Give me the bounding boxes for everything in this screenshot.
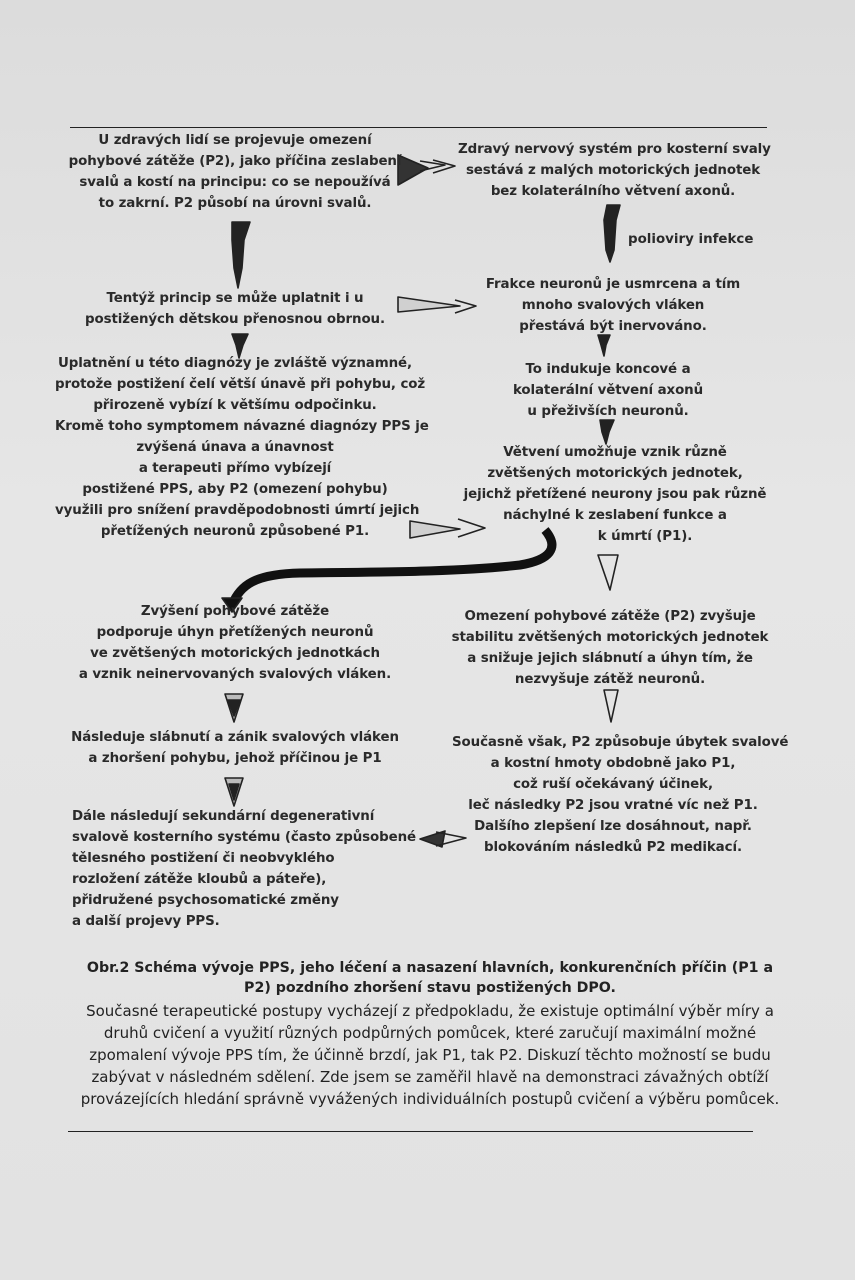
box-line: sestává z malých motorických jednotek — [465, 163, 761, 178]
paragraph-line: provázejících hledání správně vyvážených individuálních postupů cvičení a výběru pomůcek. — [80, 1090, 780, 1108]
box-line: kolaterální větvení axonů — [512, 383, 704, 398]
box-line: přetížených neuronů způsobené P1. — [100, 524, 370, 539]
box-line: přestává být inervováno. — [519, 319, 707, 334]
box-line: mnoho svalových vláken — [521, 298, 705, 313]
paragraph-line: druhů cvičení a využití různých podpůrných pomůcek, které zaručují maximální možné — [103, 1024, 757, 1042]
arrow-l1-down — [232, 222, 250, 288]
box-line: rozložení zátěže kloubů a páteře), — [72, 872, 327, 887]
box-line: a snižuje jejich slábnutí a úhyn tím, že — [467, 651, 753, 666]
arrow-r5-down — [604, 690, 618, 722]
box-line: a zhoršení pohybu, jehož příčinou je P1 — [88, 751, 382, 766]
box-right-3 — [458, 359, 758, 422]
arrow-r4-down — [598, 555, 618, 590]
box-line: bez kolaterálního větvení axonů. — [490, 184, 736, 199]
box-left-5 — [60, 727, 410, 769]
box-right-2 — [458, 274, 768, 337]
box-line: pohybové zátěže (P2), jako příčina zeslabení — [68, 154, 402, 169]
box-line: Uplatnění u této diagnózy je zvláště významné, — [57, 356, 412, 371]
box-line: využili pro snížení pravděpodobnosti úmrtí jejich — [55, 503, 420, 518]
caption-line: P2) pozdního zhoršení stavu postižených DPO. — [244, 980, 616, 996]
box-line: zvětšených motorických jednotek, — [487, 466, 743, 481]
paragraph-line: zpomalení vývoje PPS tím, že účinně brzdí, jak P1, tak P2. Diskuzí těchto možností se budu — [89, 1046, 771, 1064]
caption-line: Obr.2 Schéma vývoje PPS, jeho léčení a nasazení hlavních, konkurenčních příčin (P1 a — [86, 960, 774, 976]
arrow-r2-down — [598, 335, 610, 356]
paragraph-line: zabývat v následném sdělení. Zde jsem se zaměřil hlavě na demonstraci závažných obtíží — [91, 1068, 769, 1086]
box-line: Zdravý nervový systém pro kosterní svaly — [458, 142, 771, 157]
body-paragraph — [55, 1000, 805, 1110]
box-left-6 — [72, 806, 417, 932]
box-line: náchylné k zeslabení funkce a — [503, 508, 727, 523]
box-line: tělesného postižení či neobvyklého — [72, 851, 335, 866]
bottom-rule — [68, 1131, 753, 1132]
box-line: ve zvětšených motorických jednotkách — [90, 646, 380, 661]
box-line: nezvyšuje zátěž neuronů. — [514, 672, 706, 687]
figure-caption — [60, 958, 800, 998]
box-line: Následuje slábnutí a zánik svalových vláken — [71, 730, 399, 745]
box-line: U zdravých lidí se projevuje omezení — [98, 133, 372, 148]
box-left-2 — [60, 288, 410, 330]
box-line: a další projevy PPS. — [72, 914, 220, 929]
box-right-4 — [460, 442, 770, 547]
box-line: podporuje úhyn přetížených neuronů — [96, 625, 374, 640]
box-right-6 — [452, 732, 789, 858]
arrow-l4-down — [225, 694, 243, 722]
box-line: postižených dětskou přenosnou obrnou. — [85, 312, 385, 327]
paragraph-line: Současné terapeutické postupy vycházejí z předpokladu, že existuje optimální výběr míry a — [86, 1002, 774, 1020]
box-line: Větvení umožňuje vznik různě — [503, 445, 727, 460]
box-line: To indukuje koncové a — [525, 362, 691, 377]
box-line: a kostní hmoty obdobně jako P1, — [490, 756, 736, 771]
box-line: Tentýž princip se může uplatnit i u — [106, 291, 364, 306]
box-right-1 — [458, 139, 771, 202]
box-line: přirozeně vybízí k většímu odpočinku. — [93, 398, 377, 413]
box-line: Frakce neuronů je usmrcena a tím — [485, 277, 741, 292]
box-line: svalově kosterního systému (často způsobené — [72, 830, 417, 845]
box-line: k úmrtí (P1). — [597, 529, 693, 544]
box-left-1 — [60, 130, 410, 214]
box-left-3 — [55, 353, 429, 542]
box-line: což ruší očekávaný účinek, — [513, 777, 713, 792]
box-line: stabilitu zvětšených motorických jednotek — [451, 630, 769, 645]
box-line: u přeživších neuronů. — [527, 404, 689, 419]
box-line: svalů a kostí na principu: co se nepoužívá — [79, 175, 391, 190]
box-line: a terapeuti přímo vybízejí — [138, 461, 332, 476]
box-line: blokováním následků P2 medikací. — [484, 840, 742, 855]
box-left-4 — [60, 601, 410, 685]
box-line: Zvýšení pohybové zátěže — [140, 604, 330, 619]
box-line: to zakrní. P2 působí na úrovni svalů. — [98, 196, 372, 211]
box-line: Současně však, P2 způsobuje úbytek svalové — [452, 735, 789, 750]
box-line: leč následky P2 jsou vratné víc než P1. — [468, 798, 758, 813]
box-line: zvýšená únava a únavnost — [136, 440, 334, 455]
box-line: Kromě toho symptomem návazné diagnózy PPS je — [55, 419, 429, 434]
arrow-l5-down — [225, 778, 243, 806]
box-line: Dále následují sekundární degenerativní — [72, 809, 375, 824]
arrow-label-polioviry: polioviry infekce — [628, 232, 754, 247]
box-line: protože postižení čelí větší únavě při pohybu, což — [55, 377, 426, 392]
box-line: a vznik neinervovaných svalových vláken. — [78, 667, 392, 682]
box-line: přidružené psychosomatické změny — [72, 893, 339, 908]
box-line: Dalšího zlepšení lze dosáhnout, např. — [474, 819, 752, 834]
box-right-5 — [450, 606, 770, 690]
box-line: postižené PPS, aby P2 (omezení pohybu) — [82, 482, 388, 497]
arrow-r3-down — [600, 420, 614, 444]
box-line: jejichž přetížené neurony jsou pak různě — [463, 487, 767, 502]
box-line: Omezení pohybové zátěže (P2) zvyšuje — [464, 609, 756, 624]
arrow-r1-down — [604, 205, 620, 262]
